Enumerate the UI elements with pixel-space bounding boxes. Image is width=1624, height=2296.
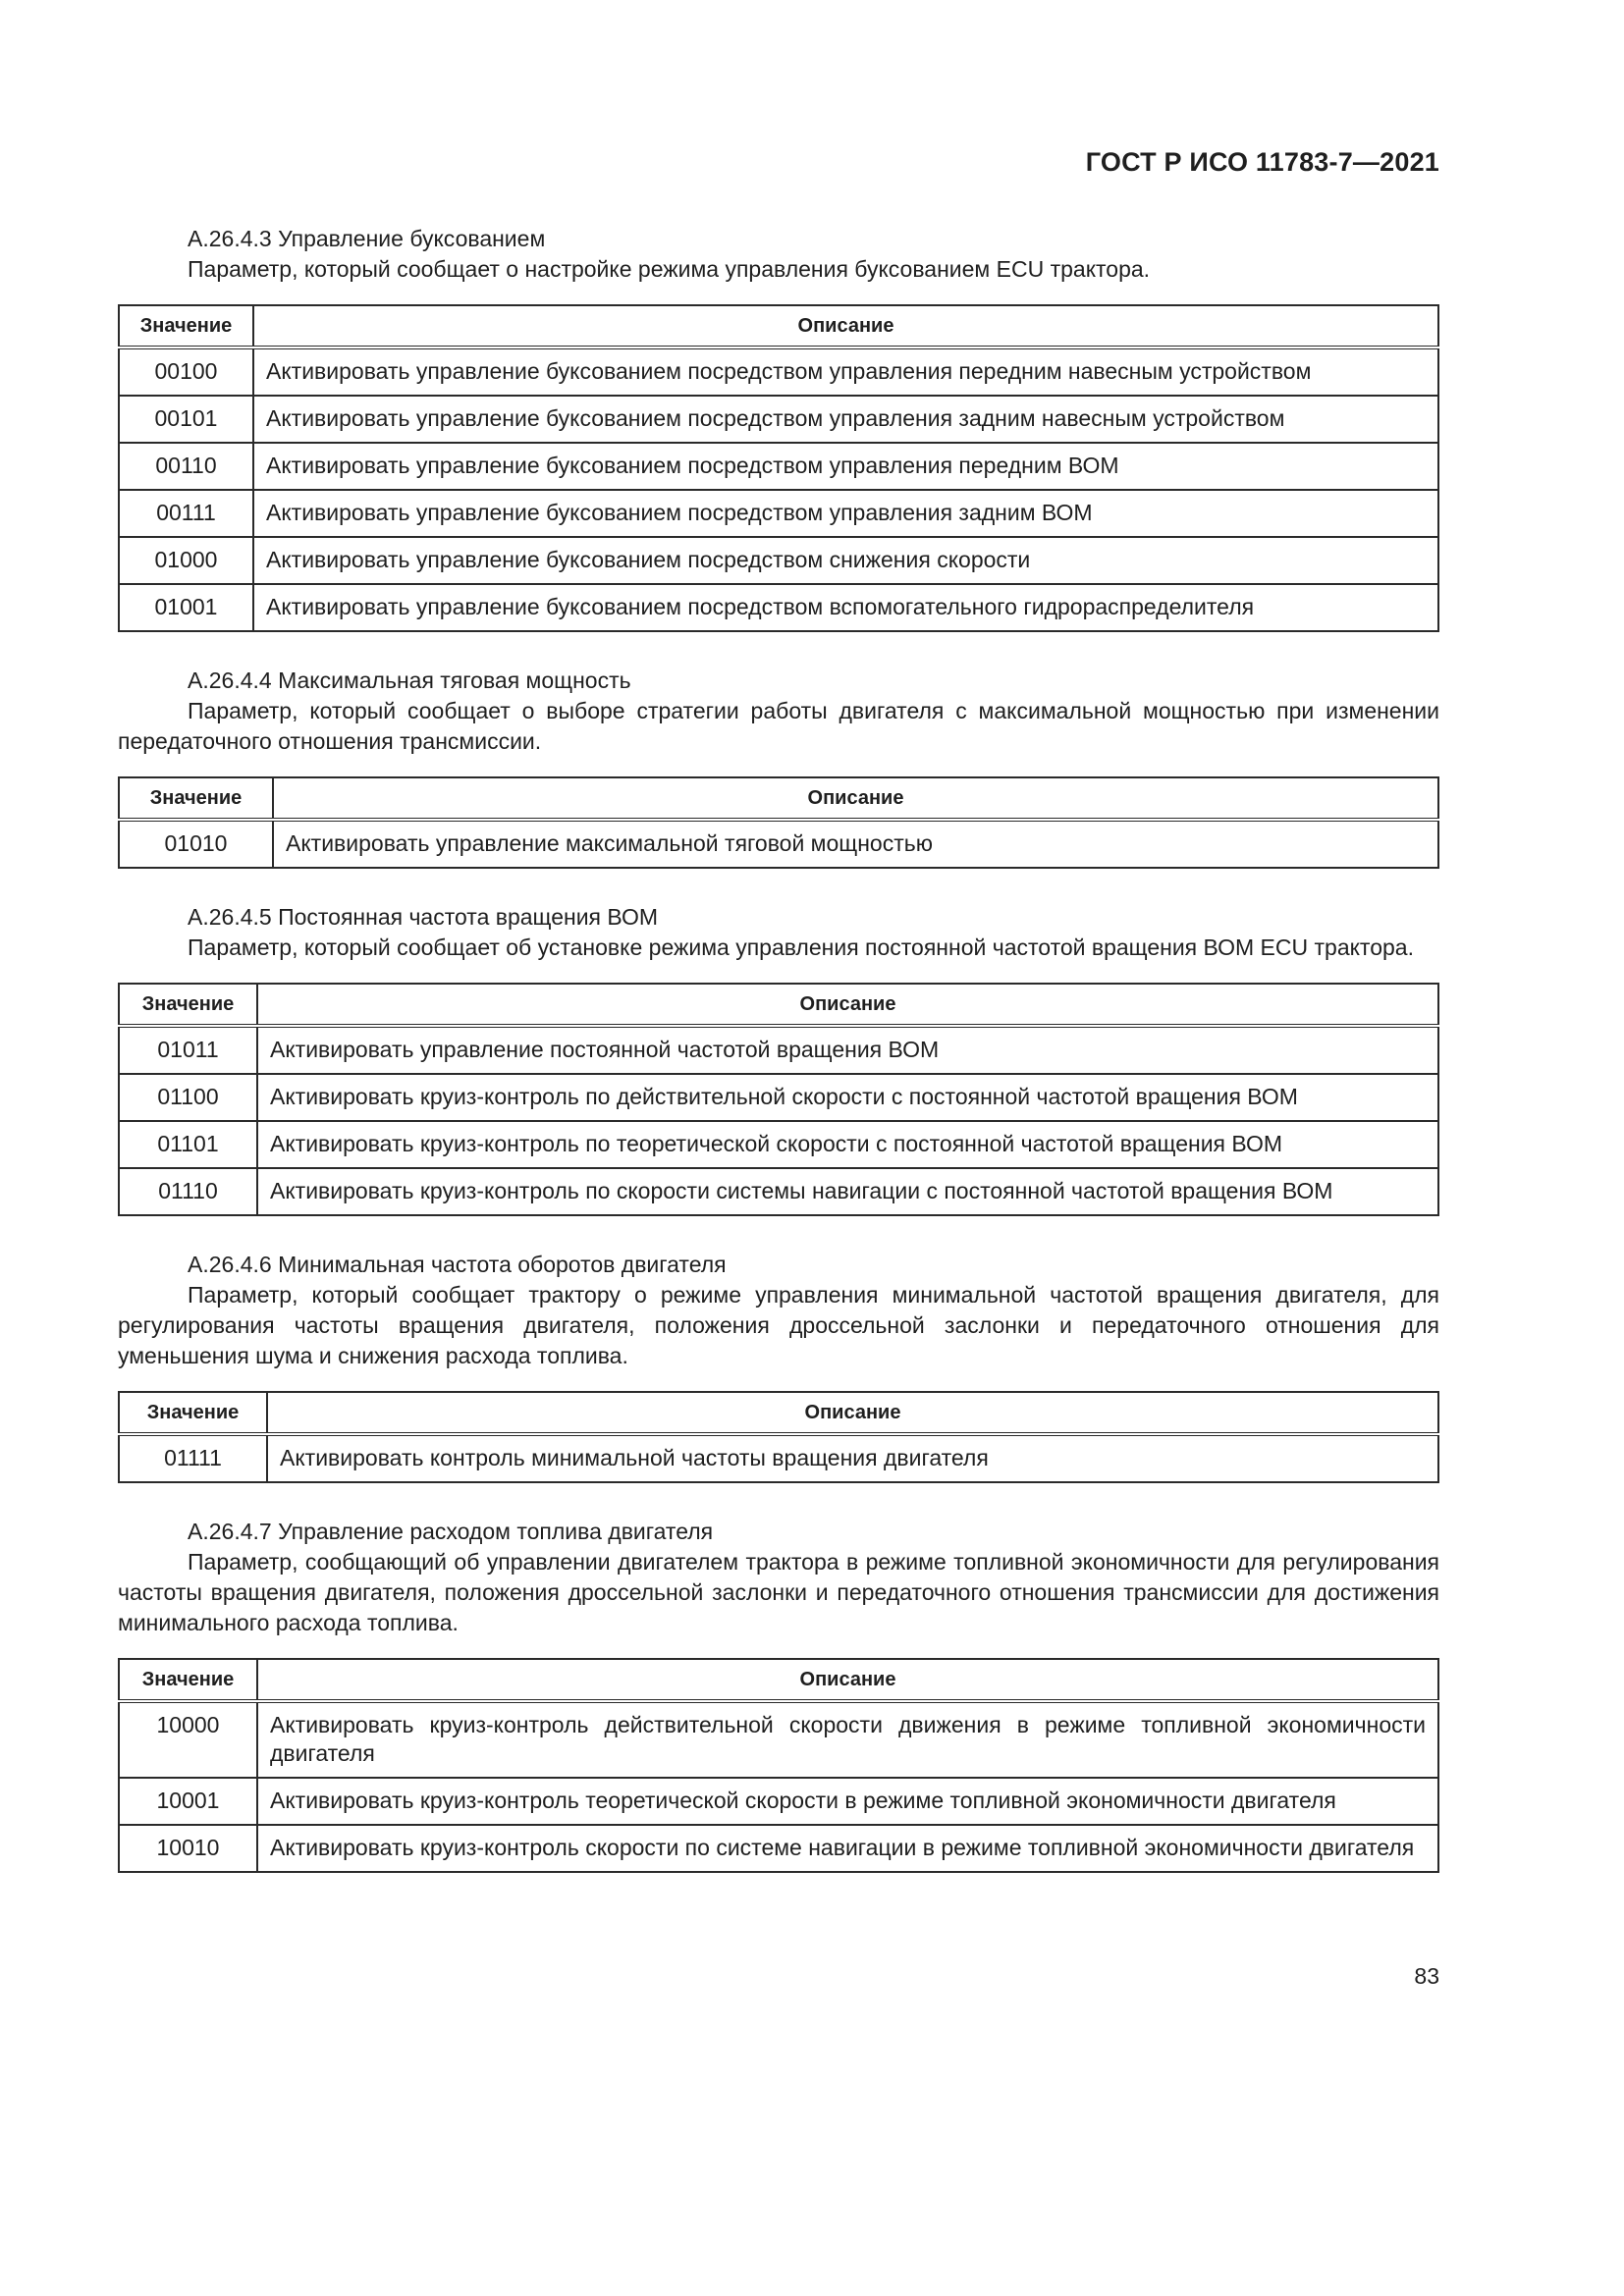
- section-description: Параметр, который сообщает о настройке режима управления буксованием ECU трактора.: [188, 256, 1151, 282]
- section-title: А.26.4.5 Постоянная частота вращения ВОМ: [188, 904, 659, 930]
- description-cell: Активировать управление буксованием посредством управления задним ВОМ: [253, 490, 1438, 537]
- table-row: [119, 820, 1438, 868]
- table-header-row: [119, 777, 1438, 820]
- description-cell: Активировать управление буксованием посредством управления задним навесным устройством: [253, 396, 1438, 443]
- description-cell: Активировать управление максимальной тяговой мощностью: [273, 820, 1438, 868]
- description-cell: Активировать управление буксованием посредством управления передним навесным устройством: [253, 347, 1438, 396]
- section-title: А.26.4.4 Максимальная тяговая мощность: [188, 667, 631, 693]
- section-title: А.26.4.7 Управление расходом топлива двигателя: [188, 1519, 714, 1544]
- value-cell: 00101: [119, 396, 253, 443]
- section-a26-4-4: [118, 666, 1439, 869]
- table-row: [119, 347, 1438, 396]
- values-table: [118, 776, 1439, 869]
- value-cell: 01101: [119, 1121, 257, 1168]
- description-cell: Активировать круиз-контроль по скорости системы навигации с постоянной частотой вращения ВОМ: [257, 1168, 1438, 1215]
- value-cell: 00111: [119, 490, 253, 537]
- description-cell: Активировать круиз-контроль действительной скорости движения в режиме топливной экономичности двигателя: [257, 1701, 1438, 1778]
- column-header-description: Описание: [253, 305, 1438, 347]
- section-title: А.26.4.6 Минимальная частота оборотов двигателя: [188, 1252, 727, 1277]
- section-description: Параметр, который сообщает трактору о режиме управления минимальной частотой вращения двигателя, для регулирования частоты вращения двигателя, положения дроссельной заслонки и передаточного отношения для уменьшения шума и снижения расхода топлива.: [118, 1282, 1439, 1368]
- column-header-description: Описание: [273, 777, 1438, 820]
- value-cell: 01001: [119, 584, 253, 631]
- table-row: [119, 1825, 1438, 1872]
- section-a26-4-7: [118, 1517, 1439, 1873]
- description-cell: Активировать круиз-контроль по теоретической скорости с постоянной частотой вращения ВОМ: [257, 1121, 1438, 1168]
- section-a26-4-5: [118, 902, 1439, 1216]
- value-cell: 01110: [119, 1168, 257, 1215]
- description-cell: Активировать круиз-контроль теоретической скорости в режиме топливной экономичности двигателя: [257, 1778, 1438, 1825]
- document-body: [118, 224, 1439, 1906]
- values-table: [118, 304, 1439, 632]
- column-header-description: Описание: [267, 1392, 1438, 1434]
- table-header-row: [119, 1392, 1438, 1434]
- description-cell: Активировать управление буксованием посредством управления передним ВОМ: [253, 443, 1438, 490]
- column-header-value: Значение: [119, 984, 257, 1026]
- table-row: [119, 584, 1438, 631]
- table-row: [119, 1701, 1438, 1778]
- value-cell: 10000: [119, 1701, 257, 1778]
- table-header-row: [119, 984, 1438, 1026]
- table-row: [119, 490, 1438, 537]
- value-cell: 01010: [119, 820, 273, 868]
- description-cell: Активировать контроль минимальной частоты вращения двигателя: [267, 1434, 1438, 1482]
- value-cell: 01100: [119, 1074, 257, 1121]
- description-cell: Активировать управление буксованием посредством вспомогательного гидрораспределителя: [253, 584, 1438, 631]
- section-a26-4-3: [118, 224, 1439, 632]
- page-header: ГОСТ Р ИСО 11783-7—2021: [1085, 147, 1439, 177]
- value-cell: 01000: [119, 537, 253, 584]
- table-row: [119, 443, 1438, 490]
- description-cell: Активировать управление постоянной частотой вращения ВОМ: [257, 1026, 1438, 1074]
- value-cell: 10010: [119, 1825, 257, 1872]
- column-header-value: Значение: [119, 1392, 267, 1434]
- section-description: Параметр, который сообщает об установке режима управления постоянной частотой вращения ВОМ ECU трактора.: [188, 934, 1414, 960]
- column-header-description: Описание: [257, 1659, 1438, 1701]
- section-description: Параметр, который сообщает о выборе стратегии работы двигателя с максимальной мощностью при изменении передаточного отношения трансмиссии.: [118, 698, 1439, 754]
- table-header-row: [119, 1659, 1438, 1701]
- section-title: А.26.4.3 Управление буксованием: [188, 226, 546, 251]
- table-row: [119, 1168, 1438, 1215]
- value-cell: 00110: [119, 443, 253, 490]
- table-row: [119, 396, 1438, 443]
- column-header-value: Значение: [119, 305, 253, 347]
- values-table: [118, 1658, 1439, 1873]
- table-row: [119, 1121, 1438, 1168]
- values-table: [118, 1391, 1439, 1483]
- value-cell: 01111: [119, 1434, 267, 1482]
- description-cell: Активировать управление буксованием посредством снижения скорости: [253, 537, 1438, 584]
- column-header-value: Значение: [119, 1659, 257, 1701]
- page-number: 83: [1414, 1963, 1439, 1989]
- table-row: [119, 1778, 1438, 1825]
- column-header-description: Описание: [257, 984, 1438, 1026]
- section-description: Параметр, сообщающий об управлении двигателем трактора в режиме топливной экономичности для регулирования частоты вращения двигателя, положения дроссельной заслонки и передаточного отношения трансмиссии для достижения минимального расхода топлива.: [118, 1549, 1439, 1635]
- table-row: [119, 1074, 1438, 1121]
- description-cell: Активировать круиз-контроль по действительной скорости с постоянной частотой вращения ВОМ: [257, 1074, 1438, 1121]
- table-row: [119, 537, 1438, 584]
- table-row: [119, 1434, 1438, 1482]
- description-cell: Активировать круиз-контроль скорости по системе навигации в режиме топливной экономичности двигателя: [257, 1825, 1438, 1872]
- table-row: [119, 1026, 1438, 1074]
- value-cell: 10001: [119, 1778, 257, 1825]
- value-cell: 01011: [119, 1026, 257, 1074]
- table-header-row: [119, 305, 1438, 347]
- value-cell: 00100: [119, 347, 253, 396]
- column-header-value: Значение: [119, 777, 273, 820]
- values-table: [118, 983, 1439, 1216]
- section-a26-4-6: [118, 1250, 1439, 1483]
